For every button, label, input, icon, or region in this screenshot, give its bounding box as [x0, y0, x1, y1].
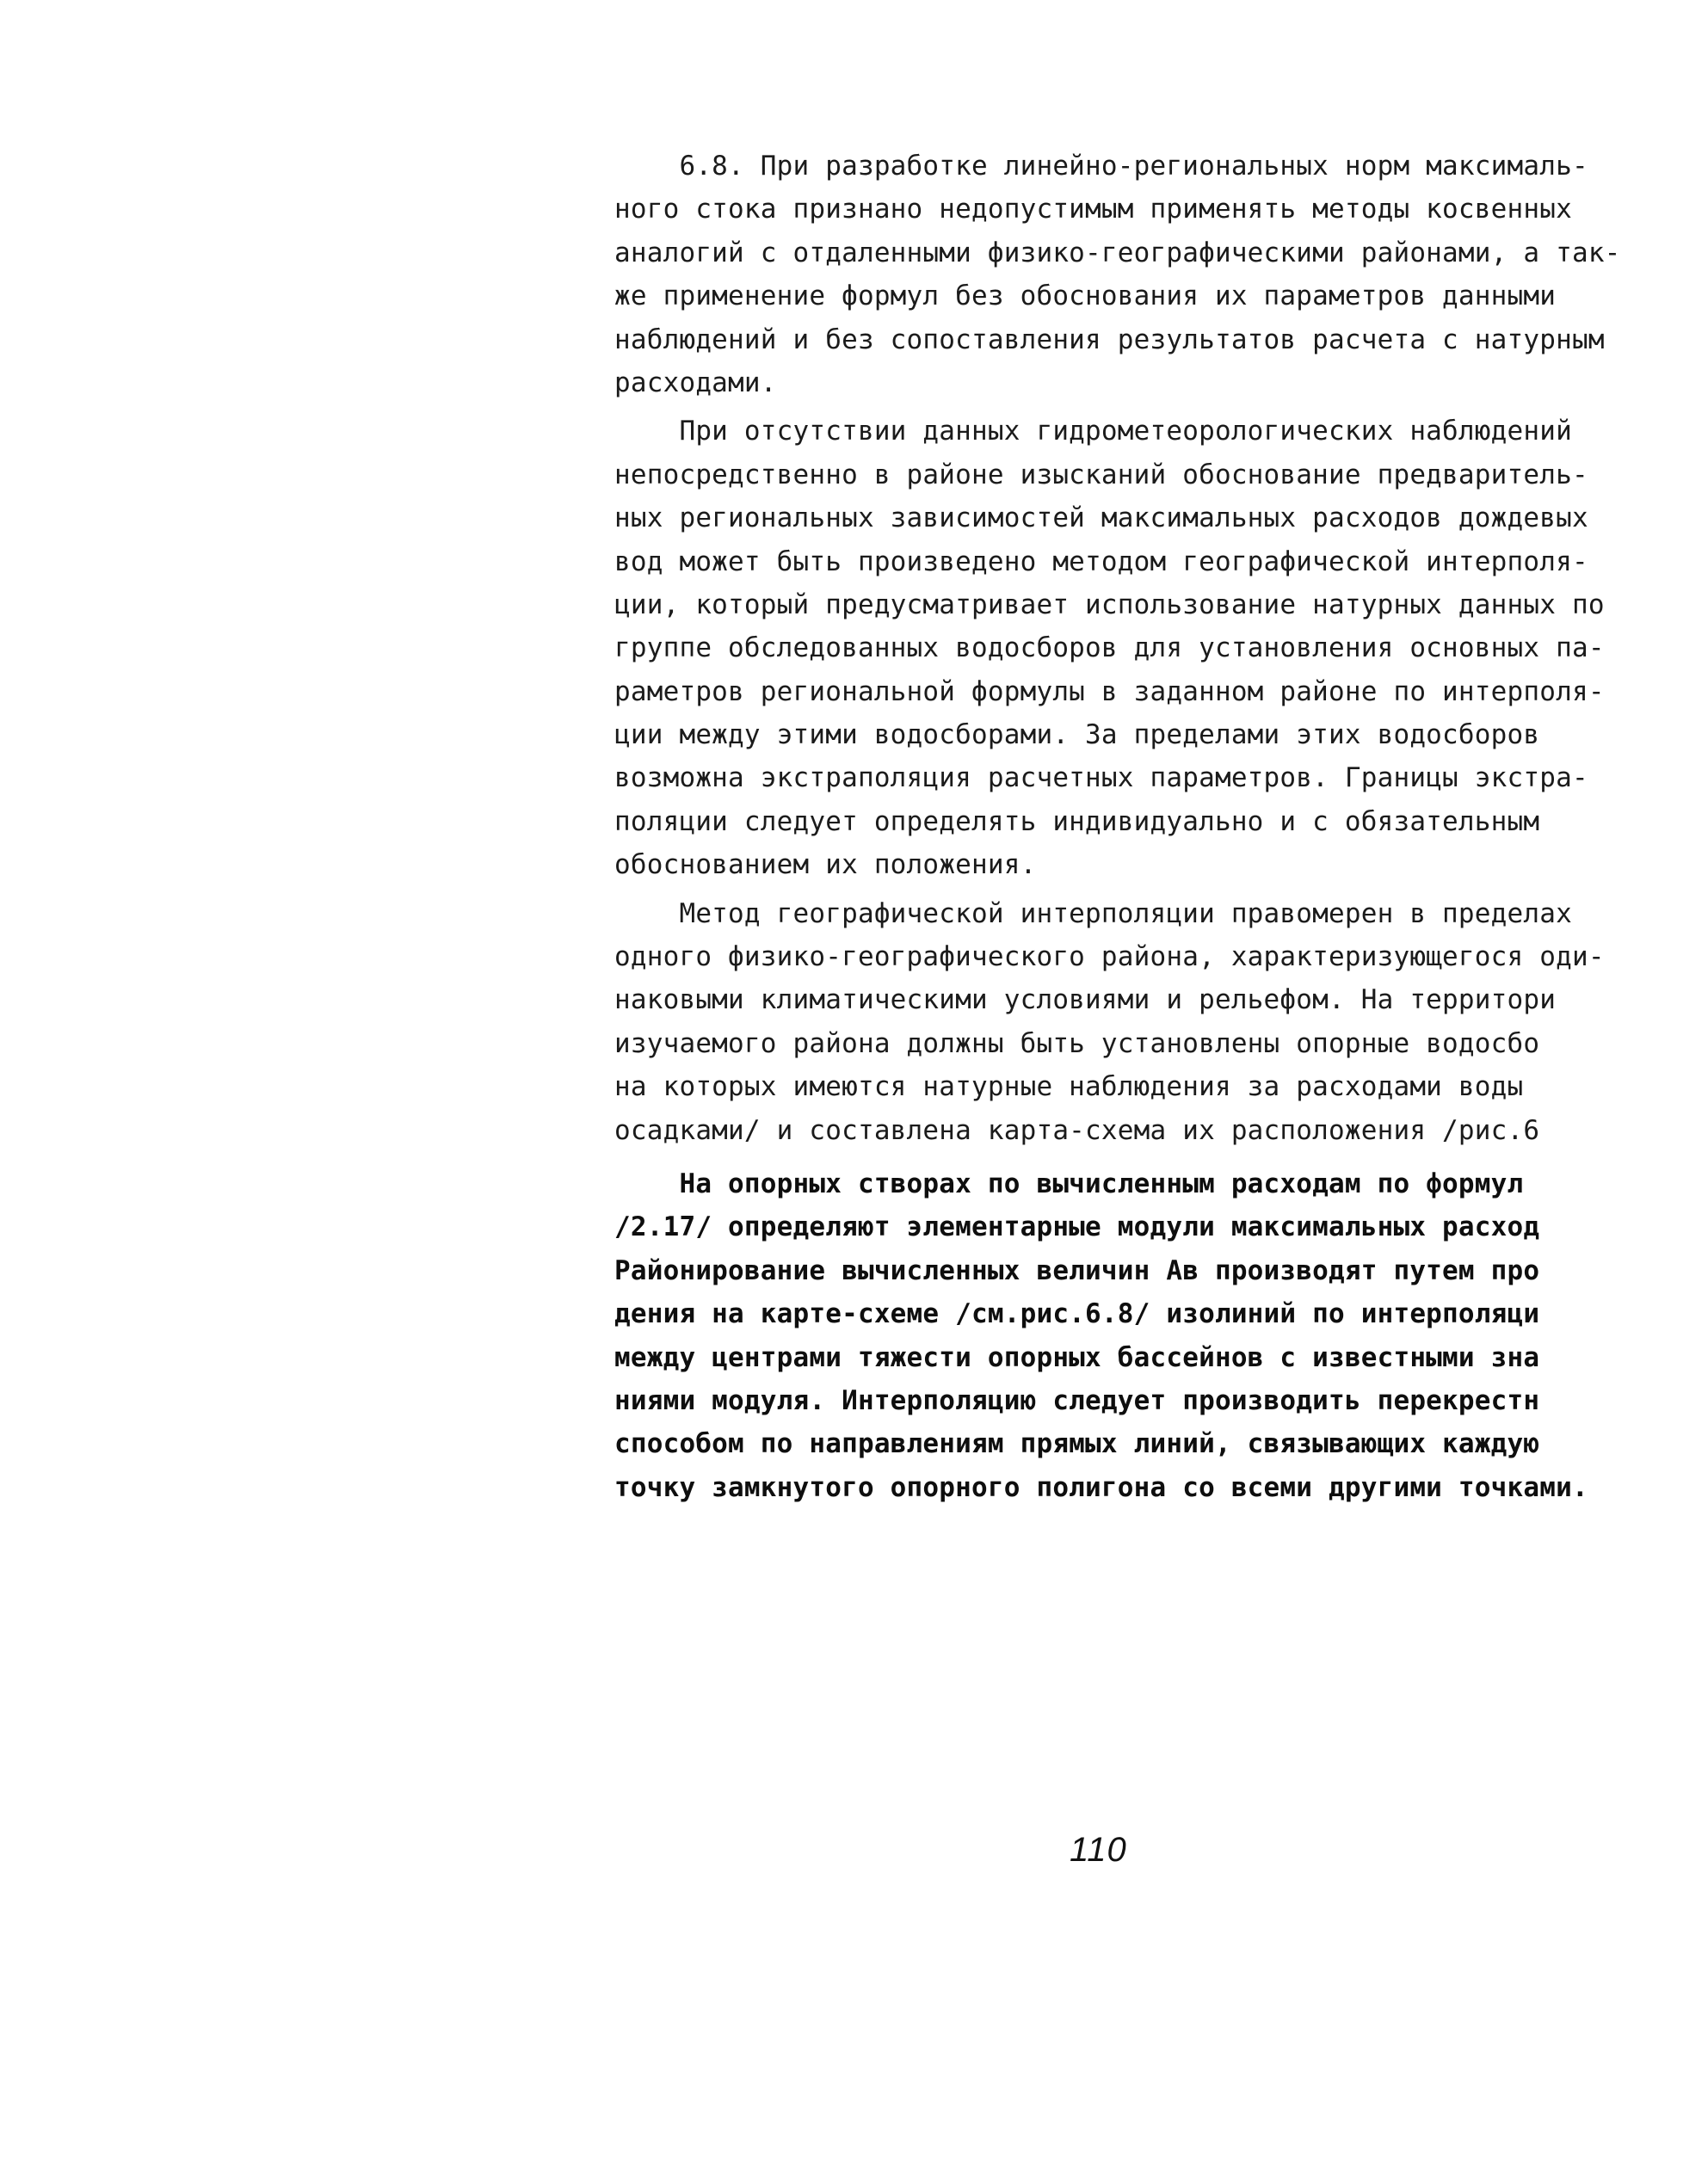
text-line: точку замкнутого опорного полигона со всеми другими точками. [614, 1471, 1588, 1503]
text-line: ных региональных зависимостей максимальных расходов дождевых [614, 502, 1588, 534]
text-line: обоснованием их положения. [614, 849, 1037, 881]
text-line: возможна экстраполяция расчетных параметров. Границы экстра- [614, 762, 1588, 794]
text-line: осадками/ и составлена карта-схема их расположения /рис.6 [614, 1114, 1540, 1146]
text-line: Метод географической интерполяции правомерен в пределах [614, 897, 1572, 929]
text-line: наблюдений и без сопоставления результатов расчета с натурным [614, 324, 1605, 355]
body-text [614, 145, 1673, 1513]
text-line: расходами. [614, 367, 777, 398]
page-number: 110 [1070, 1831, 1127, 1869]
text-line: изучаемого района должны быть установлены опорные водосбо [614, 1027, 1540, 1059]
text-line: поляции следует определять индивидуально и с обязательным [614, 805, 1540, 837]
text-line: раметров региональной формулы в заданном районе по интерполя- [614, 675, 1605, 707]
text-line: дения на карте-схеме /см.рис.6.8/ изолиний по интерполяци [614, 1298, 1540, 1330]
paragraph-2 [614, 410, 1673, 886]
paragraph-3 [614, 892, 1673, 1152]
text-line: /2.17/ определяют элементарные модули максимальных расход [614, 1211, 1540, 1243]
text-line: ниями модуля. Интерполяцию следует производить перекрестн [614, 1384, 1540, 1416]
text-line: ции, который предусматривает использование натурных данных по [614, 589, 1605, 620]
text-line: На опорных створах по вычисленным расходам по формул [614, 1168, 1524, 1199]
text-line: непосредственно в районе изысканий обоснование предваритель- [614, 459, 1588, 490]
text-line: ции между этими водосборами. За пределами этих водосборов [614, 719, 1540, 751]
text-line: аналогий с отдаленными физико-географическими районами, а так- [614, 237, 1621, 268]
paragraph-4 [614, 1162, 1673, 1509]
text-line: наковыми климатическими условиями и рельефом. На территори [614, 984, 1557, 1016]
text-line: Районирование вычисленных величин Ав производят путем про [614, 1254, 1540, 1286]
text-line: вод может быть произведено методом географической интерполя- [614, 545, 1588, 577]
text-line: группе обследованных водосборов для установления основных па- [614, 632, 1605, 664]
text-line: При отсутствии данных гидрометеорологических наблюдений [614, 416, 1572, 447]
text-line: между центрами тяжести опорных бассейнов с известными зна [614, 1341, 1540, 1373]
text-line: ного стока признано недопустимым применять методы косвенных [614, 194, 1572, 225]
text-line: одного физико-географического района, характеризующегося оди- [614, 941, 1605, 973]
text-line: на которых имеются натурные наблюдения за расходами воды [614, 1071, 1524, 1103]
text-line: способом по направлениям прямых линий, связывающих каждую [614, 1428, 1540, 1460]
text-line: же применение формул без обоснования их параметров данными [614, 280, 1557, 312]
paragraph-1 [614, 145, 1673, 404]
text-line: 6.8. При разработке линейно-региональных норм максималь- [614, 151, 1588, 182]
